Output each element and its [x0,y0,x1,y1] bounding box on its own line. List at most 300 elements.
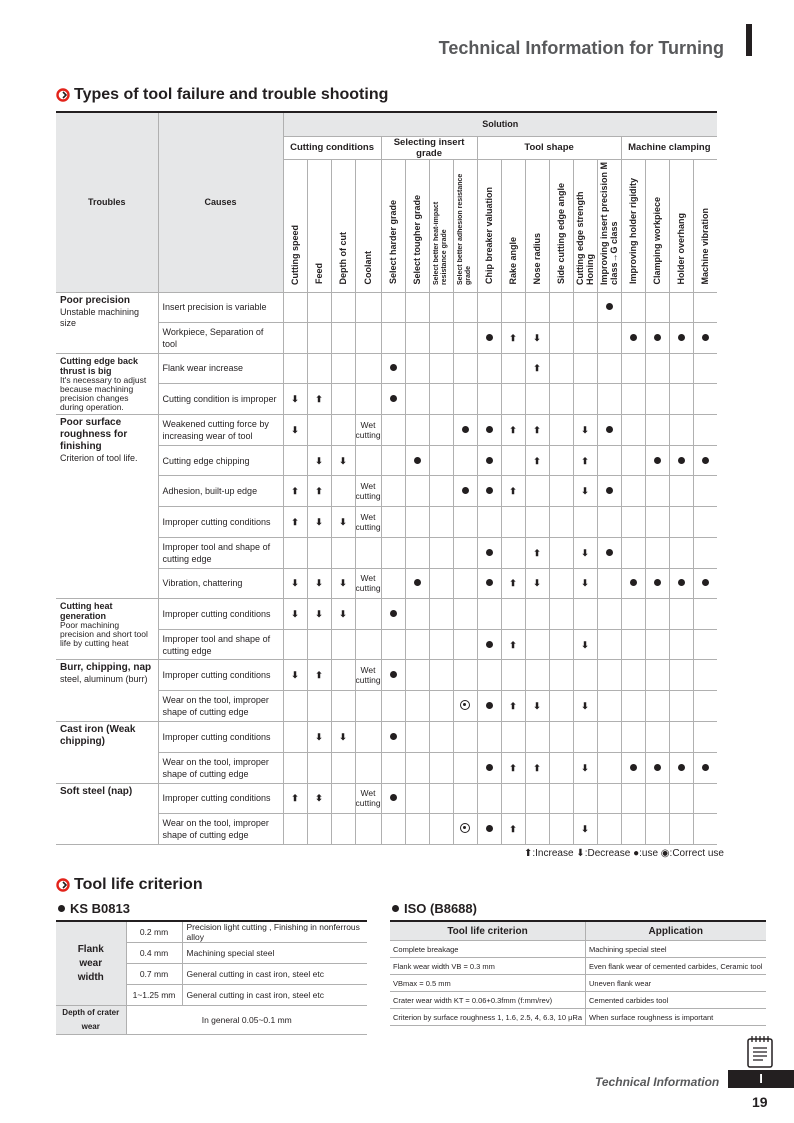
solution-cell [693,384,717,415]
solution-cell [355,660,381,691]
legend-correct-use: Correct use [672,848,724,859]
solution-cell [693,414,717,445]
increase-arrow-icon: ⬆ [291,793,299,804]
cause-cell: Improper tool and shape of cutting edge [158,537,283,568]
solution-cell [331,445,355,476]
solution-cell [283,384,307,415]
decrease-arrow-icon: ⬇ [581,762,589,773]
ks-application: General cutting in cast iron, steel etc [182,964,367,985]
use-dot-icon [654,579,661,586]
trouble-note: Criterion of tool life. [60,452,138,463]
increase-arrow-icon: ⬆ [533,455,541,466]
solution-cell [477,353,501,384]
solution-cell [549,353,573,384]
causes-header: Causes [158,112,283,292]
solution-cell [573,752,597,783]
use-symbol: ● [633,848,640,859]
solution-cell [477,722,501,753]
solution-cell [621,783,645,814]
decrease-arrow-icon: ⬇ [581,639,589,650]
table-row [56,660,717,691]
decrease-arrow-icon: ⬇ [291,670,299,681]
solution-cell [669,323,693,354]
trouble-note: steel, aluminum (burr) [60,674,148,685]
solution-cell [525,722,549,753]
ks-width: 0.7 mm [126,964,182,985]
solution-column-header [549,159,573,292]
solution-cell [549,445,573,476]
solution-cell [453,292,477,323]
solution-cell [381,537,405,568]
decrease-arrow-icon: ⬇ [533,701,541,712]
solution-cell [453,507,477,538]
solution-cell [525,445,549,476]
solution-cell [525,752,549,783]
solution-cell [405,353,429,384]
solution-cell [429,722,453,753]
use-dot-icon [630,579,637,586]
iso-title [392,901,477,916]
solution-cell [331,660,355,691]
solution-cell [355,353,381,384]
solution-cell [453,353,477,384]
solution-cell [573,353,597,384]
column-label: Improving insert precision M class→G class [599,161,620,285]
solution-cell [355,507,381,538]
solution-cell [693,537,717,568]
cause-cell: Wear on the tool, improper shape of cutting edge [158,814,283,845]
solution-cell [573,568,597,599]
solution-cell [669,783,693,814]
solution-cell [693,568,717,599]
use-dot-icon [414,579,421,586]
solution-cell [283,814,307,845]
use-dot-icon [702,334,709,341]
column-label: Cutting speed [290,224,300,285]
solution-column-header [453,159,477,292]
solution-cell [283,722,307,753]
column-label: Holder overhang [676,212,687,285]
column-label: Chip breaker valuation [484,187,495,285]
solution-cell [645,414,669,445]
solution-cell [331,292,355,323]
solution-cell [597,814,621,845]
solution-cell [549,629,573,660]
solution-cell [331,752,355,783]
solution-cell [573,414,597,445]
decrease-arrow-icon: ⬇ [339,609,347,620]
solution-cell [573,599,597,630]
solution-cell [355,414,381,445]
table-row [56,414,717,445]
wet-cutting-label: Wet cutting [355,419,381,440]
solution-cell [307,814,331,845]
solution-cell [525,568,549,599]
solution-cell [331,537,355,568]
solution-cell [307,323,331,354]
use-dot-icon [486,334,493,341]
solution-cell [477,783,501,814]
page-header-title: Technical Information for Turning [438,38,724,58]
solution-cell [501,476,525,507]
legend-use: use [641,848,659,859]
use-dot-icon [390,364,397,371]
use-dot-icon [654,457,661,464]
solution-cell [283,752,307,783]
solution-cell [331,814,355,845]
solution-cell [429,599,453,630]
trouble-title: Cutting edge back thrust is big [60,355,139,376]
solution-column-header [477,159,501,292]
ks-application: Machining special steel [182,943,367,964]
iso-application: Machining special steel [586,941,766,958]
column-label: Cutting edge strength Honing [575,191,596,285]
solution-cell [283,292,307,323]
decrease-arrow-icon: ⬇ [581,578,589,589]
solution-cell [453,568,477,599]
use-dot-icon [390,395,397,402]
solution-cell [693,722,717,753]
solution-cell [525,660,549,691]
solution-cell [573,292,597,323]
use-dot-icon [678,579,685,586]
use-dot-icon [606,303,613,310]
solution-cell [429,414,453,445]
solution-cell [501,629,525,660]
solution-cell [355,752,381,783]
solution-cell [381,445,405,476]
cause-cell: Vibration, chattering [158,568,283,599]
solution-cell [283,629,307,660]
solution-cell [355,476,381,507]
solution-cell [669,414,693,445]
solution-cell [501,323,525,354]
solution-cell [573,476,597,507]
solution-cell [429,783,453,814]
decrease-arrow-icon: ⬇ [581,424,589,435]
solution-cell [381,814,405,845]
solution-cell [525,783,549,814]
solution-cell [429,568,453,599]
solution-cell [597,537,621,568]
use-dot-icon [486,641,493,648]
use-dot-icon [702,764,709,771]
iso-application: Even flank wear of cemented carbides, Ceramic tool [586,958,766,975]
solution-cell [381,292,405,323]
trouble-note: It's necessary to adjust because machining precision changes during operation. [60,374,147,412]
crater-depth-label: Depth of crater wear [56,1006,126,1035]
solution-cell [405,629,429,660]
solution-cell [621,629,645,660]
solution-cell [597,722,621,753]
use-dot-icon [654,764,661,771]
solution-cell [381,414,405,445]
solution-column-header [501,159,525,292]
solution-cell [621,660,645,691]
solution-cell [381,722,405,753]
use-dot-icon [462,426,469,433]
ks-application: Precision light cutting , Finishing in nonferrous alloy [182,921,367,943]
trouble-cell [56,722,158,784]
solution-cell [597,292,621,323]
solution-cell [621,722,645,753]
solution-cell [477,537,501,568]
solution-cell [381,353,405,384]
solution-cell [645,323,669,354]
solution-cell [453,445,477,476]
solution-cell [621,445,645,476]
solution-cell [645,814,669,845]
solution-cell [453,384,477,415]
table-row [56,722,717,753]
solution-cell [381,660,405,691]
solution-cell [331,691,355,722]
solution-cell [429,476,453,507]
solution-cell [381,507,405,538]
correct-use-icon [460,700,470,710]
decrease-arrow-icon: ⬇ [291,578,299,589]
solution-cell [621,353,645,384]
solution-cell [307,507,331,538]
ks-table [56,920,367,1035]
solution-cell [645,783,669,814]
solution-cell [453,537,477,568]
solution-cell [525,323,549,354]
solution-cell [429,629,453,660]
cause-cell: Improper cutting conditions [158,599,283,630]
solution-cell [283,476,307,507]
solution-column-header [525,159,549,292]
solution-cell [645,476,669,507]
solution-cell [669,353,693,384]
increase-decrease-arrow-icon: ⬍ [315,793,323,804]
solution-cell [621,691,645,722]
solution-cell [669,629,693,660]
solution-cell [693,476,717,507]
solution-cell [453,691,477,722]
use-dot-icon [606,426,613,433]
solution-cell [645,691,669,722]
solution-cell [573,660,597,691]
circle-arrow-icon [56,88,70,102]
solution-cell [477,599,501,630]
solution-cell [283,353,307,384]
solution-cell [283,537,307,568]
solution-cell [477,814,501,845]
solution-cell [477,629,501,660]
solution-cell [381,691,405,722]
column-label: Select tougher grade [412,194,423,285]
solution-cell [405,568,429,599]
solution-cell [429,752,453,783]
solution-cell [693,629,717,660]
solution-cell [477,414,501,445]
solution-cell [621,537,645,568]
solution-cell [501,691,525,722]
solution-cell [669,384,693,415]
column-label: Coolant [363,251,374,285]
use-dot-icon [702,457,709,464]
solution-cell [645,599,669,630]
ks-title-text: KS B0813 [70,901,130,916]
solution-cell [693,691,717,722]
decrease-arrow-icon: ⬇ [315,731,323,742]
solution-cell [307,476,331,507]
solution-cell [331,783,355,814]
solution-cell [549,660,573,691]
solution-group-header: Selecting insert grade [381,136,477,159]
column-label: Rake angle [508,236,519,285]
solution-cell [693,814,717,845]
solution-cell [549,568,573,599]
use-dot-icon [678,334,685,341]
solution-cell [331,323,355,354]
solution-cell [501,752,525,783]
solution-cell [645,353,669,384]
use-dot-icon [486,549,493,556]
cause-cell: Improper cutting conditions [158,507,283,538]
iso-table [390,920,766,1026]
solution-cell [381,752,405,783]
iso-header-application: Application [586,921,766,941]
solution-cell [549,752,573,783]
footer-label: Technical Information [595,1075,720,1089]
column-label: Select better heat-impact resistance grade [433,201,449,285]
trouble-title: Poor precision [60,294,131,306]
solution-cell [693,660,717,691]
solution-cell [669,691,693,722]
wet-cutting-label: Wet cutting [355,788,381,809]
solution-cell [405,722,429,753]
solution-cell [331,568,355,599]
solution-cell [525,691,549,722]
solution-column-header [381,159,405,292]
solution-cell [549,323,573,354]
solution-cell [549,292,573,323]
correct-use-symbol: ◉ [660,848,670,859]
solution-cell [429,384,453,415]
solution-cell [477,323,501,354]
solution-group-header: Tool shape [477,136,621,159]
decrease-arrow-icon: ⬇ [581,547,589,558]
solution-cell [355,629,381,660]
solution-cell [355,323,381,354]
header-bar [746,24,752,56]
column-label: Feed [314,263,324,285]
solution-cell [355,445,381,476]
increase-arrow-icon: ⬆ [291,486,299,497]
solution-cell [549,814,573,845]
solution-cell [283,660,307,691]
solution-cell [405,660,429,691]
solution-cell [331,476,355,507]
solution-cell [355,783,381,814]
solution-cell [693,292,717,323]
increase-arrow-icon: ⬆ [509,824,517,835]
solution-cell [405,814,429,845]
solution-cell [573,629,597,660]
solution-cell [573,507,597,538]
iso-criterion: Complete breakage [390,941,586,958]
increase-arrow-icon: ⬆ [581,455,589,466]
increase-arrow-icon: ⬆ [509,486,517,497]
solution-cell [429,353,453,384]
ks-application: General cutting in cast iron, steel etc [182,985,367,1006]
solution-cell [355,568,381,599]
solution-cell [307,599,331,630]
cause-cell: Weakened cutting force by increasing wear of tool [158,414,283,445]
chapter-badge: I [728,1070,794,1088]
solution-column-header [693,159,717,292]
solution-cell [597,691,621,722]
increase-symbol: ⬆ [523,848,533,859]
iso-criterion: VBmax = 0.5 mm [390,975,586,992]
trouble-cell [56,599,158,660]
solution-cell [501,445,525,476]
use-dot-icon [486,426,493,433]
solution-cell [621,384,645,415]
solution-cell [283,507,307,538]
decrease-arrow-icon: ⬇ [339,578,347,589]
solution-column-header [355,159,381,292]
solution-cell [597,752,621,783]
solution-cell [501,722,525,753]
solution-cell [405,384,429,415]
solution-cell [405,476,429,507]
trouble-cell [56,660,158,722]
flank-wear-label: Flank wear width [56,921,126,1006]
solution-cell [597,629,621,660]
solution-cell [429,537,453,568]
solution-cell [549,476,573,507]
solution-cell [429,292,453,323]
decrease-arrow-icon: ⬇ [315,609,323,620]
solution-cell [669,476,693,507]
cause-cell: Insert precision is variable [158,292,283,323]
solution-cell [597,476,621,507]
solution-cell [405,507,429,538]
solution-cell [307,537,331,568]
solution-cell [525,414,549,445]
decrease-arrow-icon: ⬇ [533,578,541,589]
solution-cell [621,568,645,599]
solution-cell [597,445,621,476]
solution-cell [355,599,381,630]
column-label: Side cutting edge angle [556,183,567,285]
cause-cell: Improper cutting conditions [158,722,283,753]
iso-application: Cemented carbides tool [586,992,766,1009]
solution-cell [549,384,573,415]
table-row [56,599,717,630]
solution-cell [597,568,621,599]
solution-cell [453,414,477,445]
trouble-cell [56,414,158,598]
solution-cell [501,353,525,384]
decrease-arrow-icon: ⬇ [533,332,541,343]
solution-cell [549,691,573,722]
solution-cell [307,445,331,476]
solution-cell [405,445,429,476]
use-dot-icon [606,487,613,494]
solution-cell [477,568,501,599]
solution-cell [405,292,429,323]
solution-cell [597,507,621,538]
solution-cell [669,752,693,783]
iso-criterion: Flank wear width VB = 0.3 mm [390,958,586,975]
solution-cell [645,292,669,323]
solution-cell [525,537,549,568]
decrease-arrow-icon: ⬇ [339,455,347,466]
